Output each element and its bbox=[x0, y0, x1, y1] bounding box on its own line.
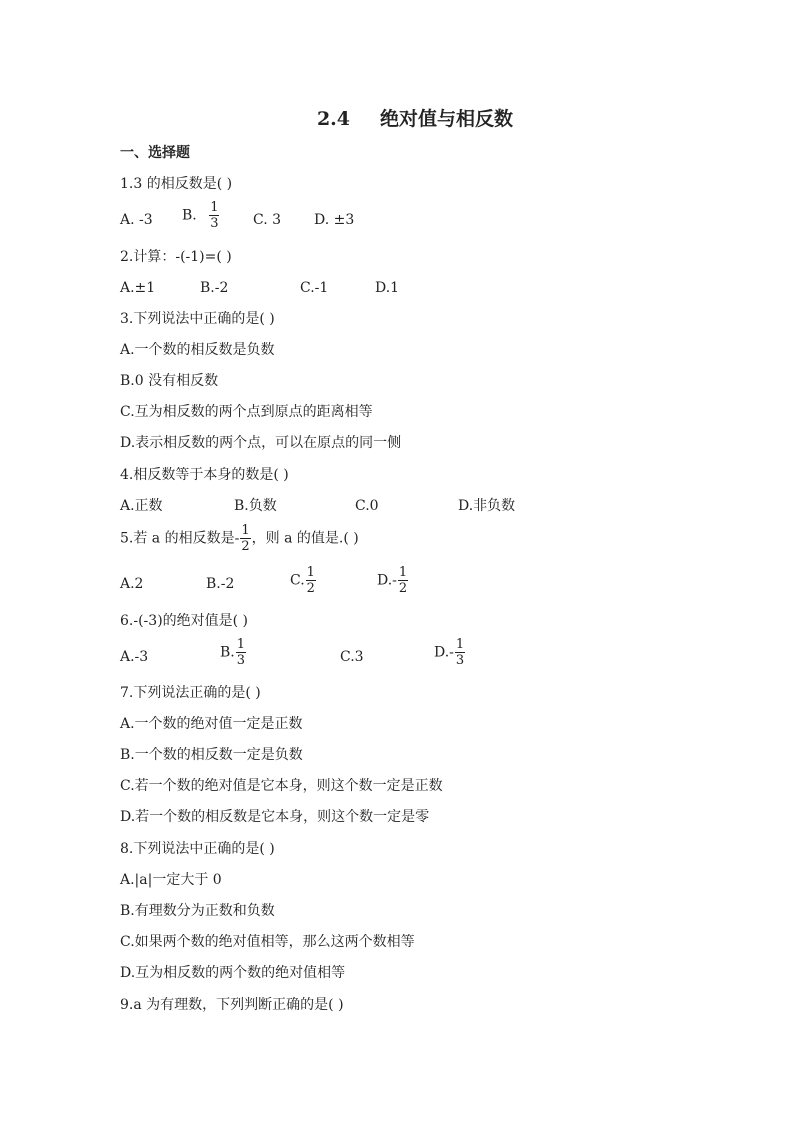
title-text: 绝对值与相反数 bbox=[380, 108, 514, 130]
fraction-denominator: 3 bbox=[236, 653, 246, 668]
q4-option-a: A.正数 bbox=[120, 498, 163, 514]
q9-stem: 9.a 为有理数，下列判断正确的是( ) bbox=[120, 997, 344, 1013]
q6-stem: 6.-(-3)的绝对值是( ) bbox=[120, 613, 249, 629]
q7-stem: 7.下列说法正确的是( ) bbox=[120, 685, 261, 701]
q1-option-b bbox=[182, 200, 220, 231]
section-heading: 一、选择题 bbox=[120, 145, 190, 161]
q1-option-d: D. ±3 bbox=[314, 212, 355, 228]
fraction-numerator: 1 bbox=[306, 565, 315, 580]
q3-option-d: D.表示相反数的两个点，可以在原点的同一侧 bbox=[120, 435, 402, 451]
q3-option-c: C.互为相反数的两个点到原点的距离相等 bbox=[120, 404, 373, 420]
q3-stem: 3.下列说法中正确的是( ) bbox=[120, 311, 275, 327]
q8-stem: 8.下列说法中正确的是( ) bbox=[120, 841, 275, 857]
q5-option-b: B.-2 bbox=[206, 576, 235, 592]
q2-stem: 2.计算：-(-1)=( ) bbox=[120, 249, 232, 265]
q4-option-d: D.非负数 bbox=[458, 498, 516, 514]
fraction-numerator: 1 bbox=[210, 200, 219, 215]
q5-stem-fraction bbox=[240, 523, 250, 554]
q1-option-c: C. 3 bbox=[253, 212, 282, 228]
fraction-denominator: 2 bbox=[398, 581, 408, 596]
q1-option-b-fraction bbox=[209, 200, 219, 231]
q6-option-c: C.3 bbox=[340, 649, 364, 665]
q5-option-c bbox=[290, 565, 317, 596]
q7-option-b: B.一个数的相反数一定是负数 bbox=[120, 747, 303, 763]
q5-option-c-fraction bbox=[306, 565, 316, 596]
q5-stem-pre: 5.若 a 的相反数是- bbox=[120, 530, 240, 547]
fraction-denominator: 3 bbox=[455, 653, 465, 668]
fraction-denominator: 2 bbox=[306, 581, 315, 596]
q8-option-c: C.如果两个数的绝对值相等，那么这两个数相等 bbox=[120, 934, 415, 950]
q5-option-a: A.2 bbox=[120, 576, 144, 592]
q7-option-c: C.若一个数的绝对值是它本身，则这个数一定是正数 bbox=[120, 778, 443, 794]
q8-option-b: B.有理数分为正数和负数 bbox=[120, 903, 275, 919]
q6-option-d bbox=[434, 637, 466, 668]
q6-option-b-label: B. bbox=[220, 644, 235, 661]
q5-option-c-label: C. bbox=[290, 572, 305, 589]
q6-option-d-label: D.- bbox=[434, 644, 454, 661]
q5-option-d bbox=[377, 565, 409, 596]
fraction-numerator: 1 bbox=[236, 637, 246, 652]
title-number: 2.4 bbox=[316, 108, 351, 130]
q4-option-b: B.负数 bbox=[234, 498, 277, 514]
q1-stem: 1.3 的相反数是( ) bbox=[120, 176, 233, 192]
q5-stem bbox=[120, 523, 359, 554]
q5-option-d-label: D.- bbox=[377, 572, 397, 589]
page-title bbox=[0, 104, 794, 131]
q4-stem: 4.相反数等于本身的数是( ) bbox=[120, 467, 289, 483]
q6-option-b-fraction bbox=[236, 637, 246, 668]
q7-option-d: D.若一个数的相反数是它本身，则这个数一定是零 bbox=[120, 809, 430, 825]
q2-option-d: D.1 bbox=[375, 280, 400, 296]
q2-option-a: A.±1 bbox=[120, 280, 156, 296]
fraction-numerator: 1 bbox=[241, 523, 250, 538]
q1-option-a: A. -3 bbox=[120, 212, 153, 228]
q6-option-d-fraction bbox=[455, 637, 465, 668]
q7-option-a: A.一个数的绝对值一定是正数 bbox=[120, 716, 303, 732]
q1-option-b-label: B. bbox=[182, 207, 197, 224]
fraction-numerator: 1 bbox=[455, 637, 465, 652]
fraction-numerator: 1 bbox=[398, 565, 408, 580]
q5-option-d-fraction bbox=[398, 565, 408, 596]
q3-option-a: A.一个数的相反数是负数 bbox=[120, 342, 275, 358]
q8-option-a: A.|a|一定大于 0 bbox=[120, 872, 222, 888]
fraction-denominator: 2 bbox=[241, 539, 250, 554]
q5-stem-post: ，则 a 的值是.( ) bbox=[251, 530, 359, 547]
q6-option-b bbox=[220, 637, 247, 668]
q3-option-b: B.0 没有相反数 bbox=[120, 373, 219, 389]
q6-option-a: A.-3 bbox=[120, 649, 149, 665]
fraction-denominator: 3 bbox=[210, 216, 219, 231]
q2-option-c: C.-1 bbox=[300, 280, 329, 296]
q2-option-b: B.-2 bbox=[200, 280, 229, 296]
q8-option-d: D.互为相反数的两个数的绝对值相等 bbox=[120, 965, 346, 981]
q4-option-c: C.0 bbox=[355, 498, 379, 514]
